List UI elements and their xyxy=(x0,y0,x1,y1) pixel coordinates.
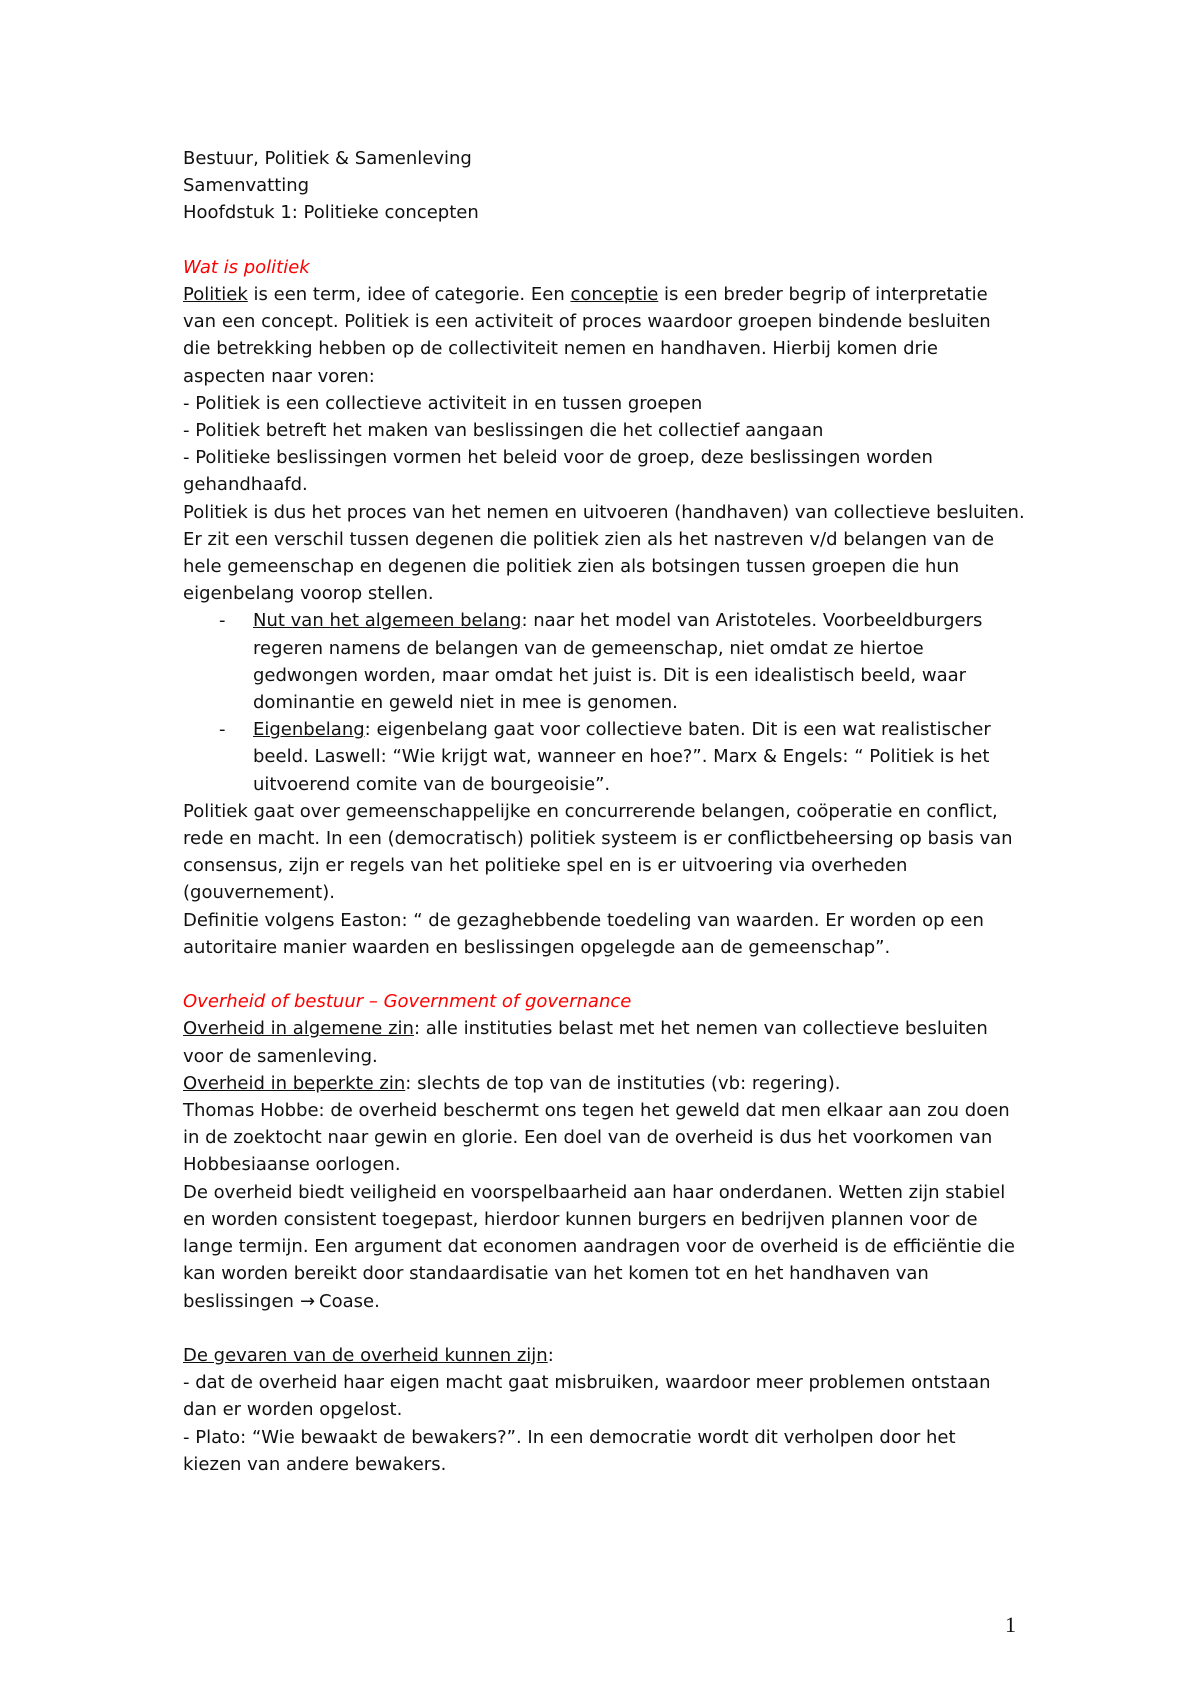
doc-subtitle: Samenvatting xyxy=(183,175,310,197)
list-line: - Politiek betreft het maken van beslissingen die het collectief aangaan xyxy=(183,420,824,442)
spacer xyxy=(183,961,1033,988)
paragraph-line: rede en macht. In een (democratisch) politiek systeem is er conflictbeheersing op basis van xyxy=(183,828,1013,850)
term-nut-algemeen-belang: Nut van het algemeen belang xyxy=(253,610,522,632)
text-run: : eigenbelang gaat voor collectieve baten. Dit is een wat realistischer xyxy=(364,719,991,741)
bullet-line: gedwongen worden, maar omdat het juist is. Dit is een idealistisch beeld, waar xyxy=(253,664,967,686)
paragraph-line xyxy=(183,1070,1033,1097)
paragraph-line: kiezen van andere bewakers. xyxy=(183,1453,447,1475)
text-run: : slechts de top van de instituties (vb: regering). xyxy=(405,1072,841,1094)
chapter-title: Hoofdstuk 1: Politieke concepten xyxy=(183,202,479,224)
section-heading-wat-is-politiek: Wat is politiek xyxy=(183,256,310,278)
list-line: - Politiek is een collectieve activiteit in en tussen groepen xyxy=(183,392,703,414)
term-overheid-beperkte-zin: Overheid in beperkte zin xyxy=(183,1072,406,1094)
paragraph-line: lange termijn. Een argument dat economen aandragen voor de overheid is de efficiëntie die xyxy=(183,1236,1015,1258)
paragraph-line: hele gemeenschap en degenen die politiek zien als botsingen tussen groepen die hun xyxy=(183,556,960,578)
bullet-text xyxy=(253,716,1033,798)
bullet-dash: - xyxy=(219,610,226,632)
bullet-line: regeren namens de belangen van de gemeenschap, niet omdat ze hiertoe xyxy=(253,637,924,659)
text-run: : xyxy=(547,1344,554,1366)
paragraph-line: Hobbesiaanse oorlogen. xyxy=(183,1154,401,1176)
text-run: is een breder begrip of interpretatie xyxy=(658,284,988,305)
page-number: 1 xyxy=(1005,1612,1016,1637)
section-heading-gevaren: De gevaren van de overheid kunnen zijn xyxy=(183,1344,548,1366)
document-body xyxy=(183,145,1033,1478)
doc-title: Bestuur, Politiek & Samenleving xyxy=(183,148,472,169)
paragraph-line: autoritaire manier waarden en beslissingen opgelegde aan de gemeenschap”. xyxy=(183,936,891,958)
list-line: - dat de overheid haar eigen macht gaat misbruiken, waardoor meer problemen ontstaan xyxy=(183,1372,991,1394)
paragraph-line: die betrekking hebben op de collectiviteit nemen en handhaven. Hierbij komen drie xyxy=(183,338,938,360)
paragraph-line: Er zit een verschil tussen degenen die politiek zien als het nastreven v/d belangen van de xyxy=(183,528,995,550)
paragraph-line: kan worden bereikt door standaardisatie van het komen tot en het handhaven van xyxy=(183,1263,929,1285)
paragraph-line xyxy=(183,1015,1033,1042)
bullet-line: uitvoerend comite van de bourgeoisie”. xyxy=(253,773,611,795)
paragraph-line: Definitie volgens Easton: “ de gezaghebbende toedeling van waarden. Er worden op een xyxy=(183,909,984,931)
paragraph-line: Politiek gaat over gemeenschappelijke en concurrerende belangen, coöperatie en conflict, xyxy=(183,800,998,822)
list-line: - Plato: “Wie bewaakt de bewakers?”. In een democratie wordt dit verholpen door het xyxy=(183,1426,956,1448)
paragraph-line: dan er worden opgelost. xyxy=(183,1399,403,1421)
bullet-line: beeld. Laswell: “Wie krijgt wat, wanneer en hoe?”. Marx & Engels: “ Politiek is het xyxy=(253,746,990,768)
bullet-dash: - xyxy=(219,719,226,741)
paragraph-line: van een concept. Politiek is een activiteit of proces waardoor groepen bindende besluiten xyxy=(183,311,991,333)
spacer xyxy=(183,227,1033,254)
paragraph-line: consensus, zijn er regels van het politieke spel en is er uitvoering via overheden xyxy=(183,855,908,877)
bullet-item xyxy=(183,716,1033,798)
bullet-item xyxy=(183,607,1033,716)
paragraph-line: in de zoektocht naar gewin en glorie. Een doel van de overheid is dus het voorkomen van xyxy=(183,1127,993,1149)
paragraph-line: gehandhaafd. xyxy=(183,474,308,496)
paragraph-line xyxy=(183,1342,1033,1369)
term-overheid-algemene-zin: Overheid in algemene zin xyxy=(183,1018,414,1040)
arrow-right-icon: → xyxy=(299,1290,316,1312)
spacer xyxy=(183,1315,1033,1342)
text-run: : alle instituties belast met het nemen van collectieve besluiten xyxy=(413,1018,988,1040)
text-run: Coase. xyxy=(319,1290,380,1312)
section-heading-overheid-of-bestuur: Overheid of bestuur – Government of governance xyxy=(183,991,632,1013)
text-run: is een term, idee of categorie. Een xyxy=(247,284,571,305)
paragraph-line: De overheid biedt veiligheid en voorspelbaarheid aan haar onderdanen. Wetten zijn stabiel xyxy=(183,1181,1006,1203)
list-line: - Politieke beslissingen vormen het beleid voor de groep, deze beslissingen worden xyxy=(183,447,933,469)
term-conceptie: conceptie xyxy=(570,284,659,305)
paragraph-line: en worden consistent toegepast, hierdoor kunnen burgers en bedrijven plannen voor de xyxy=(183,1208,978,1230)
paragraph-line: aspecten naar voren: xyxy=(183,365,375,387)
bullet-line xyxy=(253,716,1033,743)
bullet-text xyxy=(253,607,1033,716)
term-eigenbelang: Eigenbelang xyxy=(253,719,365,741)
paragraph-line: (gouvernement). xyxy=(183,882,335,904)
paragraph-line: eigenbelang voorop stellen. xyxy=(183,583,434,605)
text-run: beslissingen xyxy=(183,1290,294,1312)
paragraph-line xyxy=(183,281,1033,308)
paragraph-line xyxy=(183,1288,1033,1315)
paragraph-line: Thomas Hobbe: de overheid beschermt ons tegen het geweld dat men elkaar aan zou doen xyxy=(183,1100,1010,1122)
text-run: : naar het model van Aristoteles. Voorbeeldburgers xyxy=(521,610,983,632)
paragraph-line: Politiek is dus het proces van het nemen en uitvoeren (handhaven) van collectieve besluiten. xyxy=(183,501,1025,523)
bullet-line: dominantie en geweld niet in mee is genomen. xyxy=(253,692,678,714)
bullet-line xyxy=(253,607,1033,634)
term-politiek: Politiek xyxy=(183,284,248,305)
paragraph-line: voor de samenleving. xyxy=(183,1045,378,1067)
